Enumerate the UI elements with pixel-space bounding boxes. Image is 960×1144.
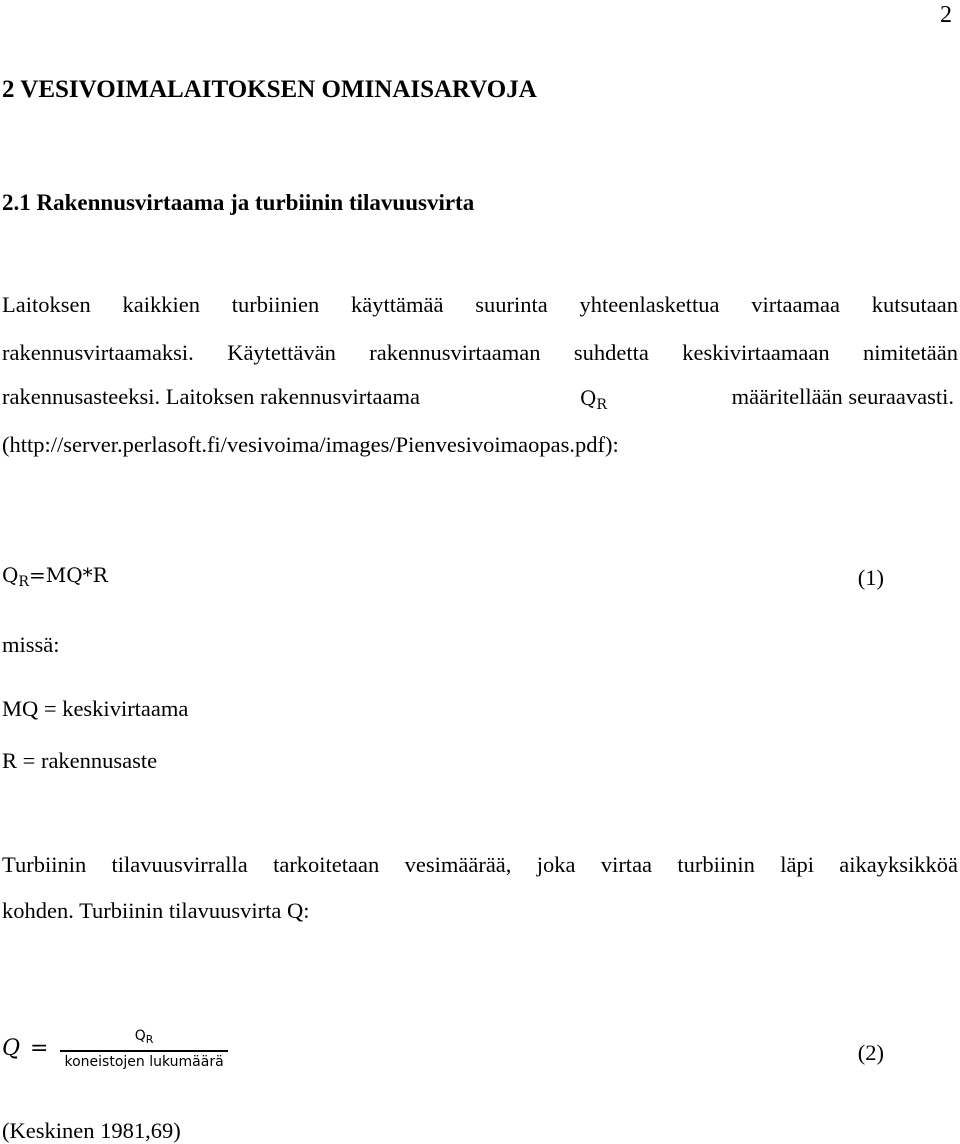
equation-1 bbox=[2, 563, 108, 590]
eq1-rhs: =MQ*R bbox=[28, 563, 108, 587]
definition-r: R = rakennusaste bbox=[2, 748, 158, 773]
paragraph-2-line-1: Turbiinin tilavuusvirralla tarkoitetaan vesimäärää, joka virtaa turbiinin läpi aikayksikköä bbox=[2, 852, 958, 877]
definition-mq: MQ = keskivirtaama bbox=[2, 696, 189, 721]
eq1-subscript: R bbox=[18, 574, 29, 590]
eq1-q-symbol: Q bbox=[2, 563, 19, 587]
eq2-lhs: Q bbox=[2, 1036, 21, 1062]
paragraph-2-line-2: kohden. Turbiinin tilavuusvirta Q: bbox=[2, 898, 310, 923]
section-heading: 2.1 Rakennusvirtaama ja turbiinin tilavuusvirta bbox=[2, 190, 475, 215]
q-r-inline bbox=[580, 385, 607, 418]
q-symbol: Q bbox=[580, 386, 597, 410]
paragraph-1-line-1: Laitoksen kaikkien turbiinien käyttämää suurinta yhteenlaskettua virtaamaa kutsutaan bbox=[2, 292, 958, 317]
page-number: 2 bbox=[940, 2, 952, 28]
eq2-numerator-q: Q bbox=[134, 1028, 146, 1044]
eq2-denominator: koneistojen lukumäärä bbox=[64, 1053, 224, 1070]
paragraph-1-line-3-text: rakennusasteeksi. Laitoksen rakennusvirtaama bbox=[2, 384, 420, 409]
equation-2-number: (2) bbox=[857, 1040, 884, 1065]
paragraph-1-line-2: rakennusvirtaamaksi. Käytettävän rakennusvirtaaman suhdetta keskivirtaamaan nimitetään bbox=[2, 340, 958, 365]
eq2-numerator-subscript: R bbox=[145, 1033, 154, 1046]
eq2-fraction bbox=[60, 1026, 227, 1072]
equation-2 bbox=[2, 1026, 228, 1072]
source-url: (http://server.perlasoft.fi/vesivoima/images/Pienvesivoimaopas.pdf): bbox=[2, 432, 619, 457]
eq2-numerator bbox=[131, 1026, 158, 1050]
r-subscript: R bbox=[596, 397, 607, 413]
paragraph-1-line-3-end: määritellään seuraavasti. bbox=[731, 384, 954, 409]
equation-1-number: (1) bbox=[857, 565, 884, 590]
eq2-equals: = bbox=[30, 1036, 49, 1062]
where-label: missä: bbox=[2, 632, 60, 657]
citation: (Keskinen 1981,69) bbox=[2, 1118, 181, 1143]
chapter-heading: 2 VESIVOIMALAITOKSEN OMINAISARVOJA bbox=[2, 76, 537, 103]
